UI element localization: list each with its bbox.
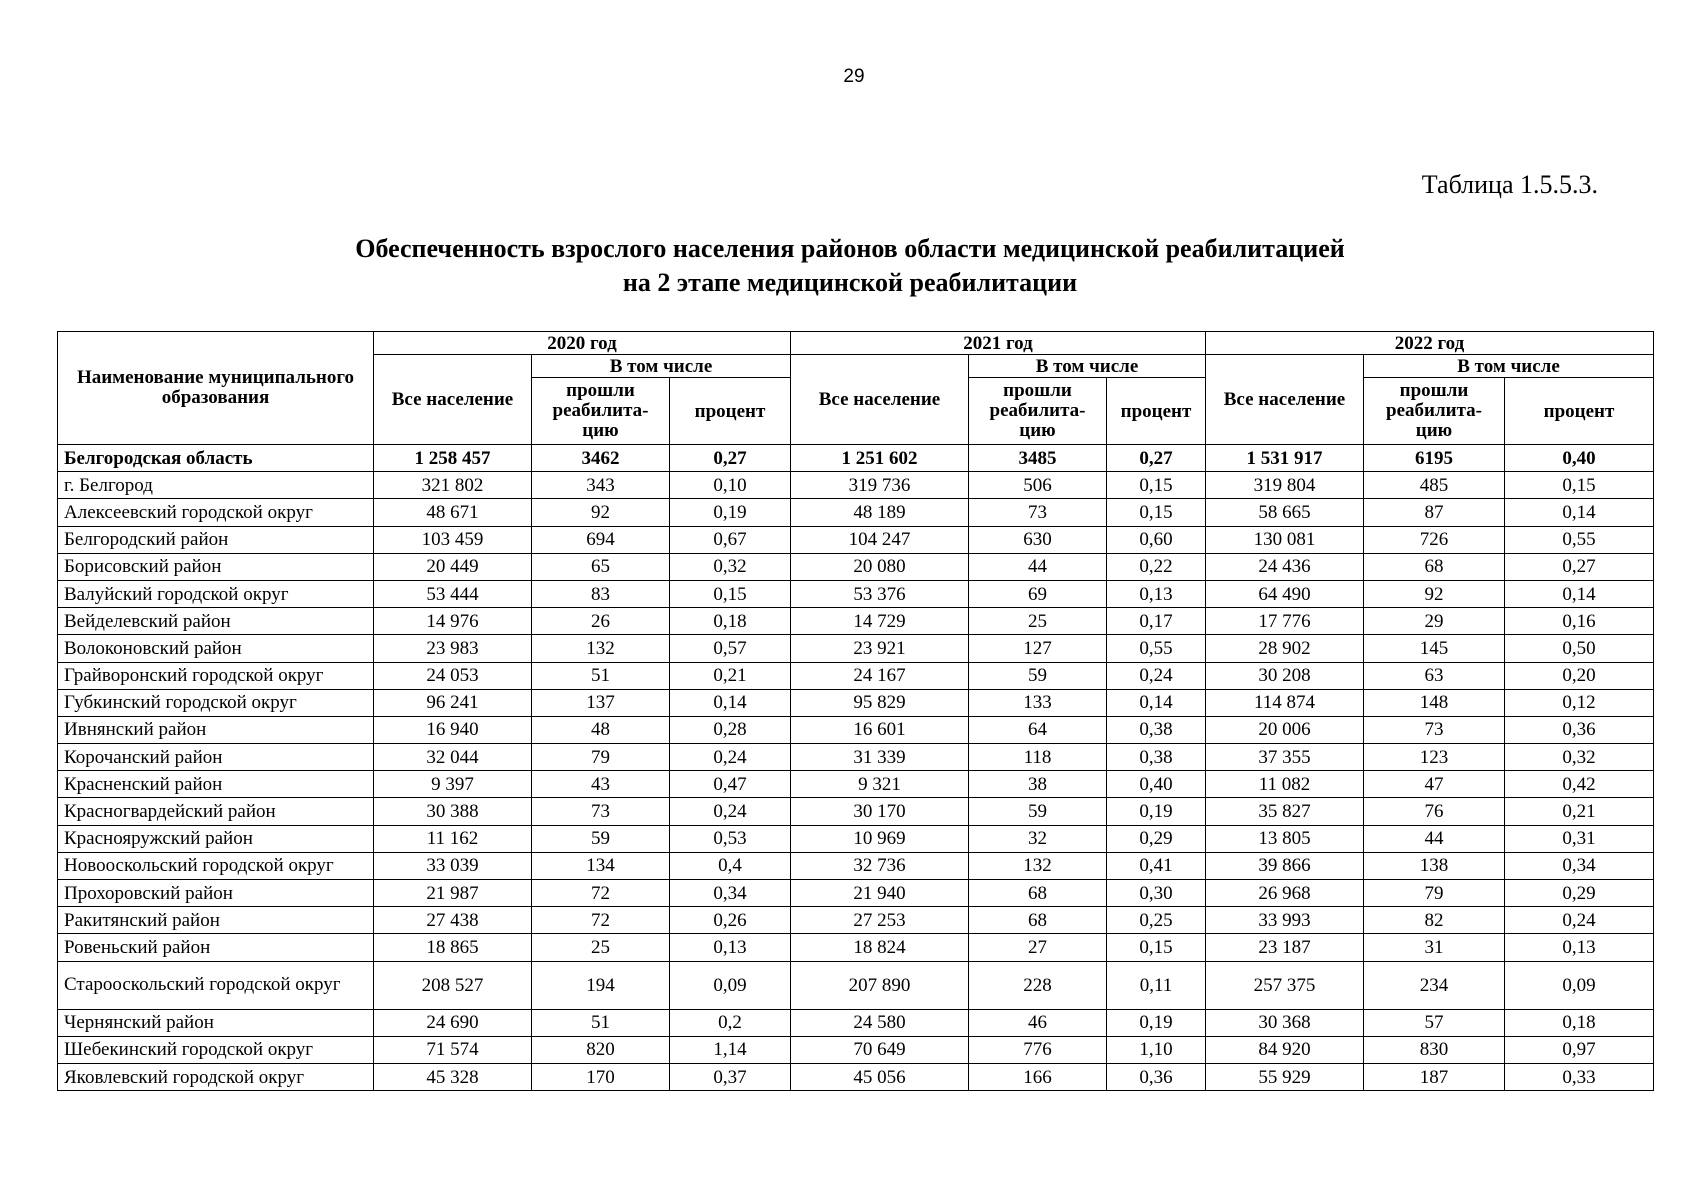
table-row [58, 934, 1654, 961]
rehab-2020: 92 [532, 499, 670, 526]
rehab-2022: 138 [1364, 852, 1505, 879]
rehab-2021: 59 [969, 662, 1107, 689]
percent-2022: 0,14 [1505, 499, 1654, 526]
row-name: Белгородский район [58, 526, 374, 553]
percent-2020: 0,26 [670, 907, 791, 934]
table-row [58, 526, 1654, 553]
table-row [58, 1063, 1654, 1090]
percent-2022: 0,14 [1505, 580, 1654, 607]
percent-2020: 0,18 [670, 608, 791, 635]
percent-2021: 0,24 [1107, 662, 1206, 689]
rehab-2022: 145 [1364, 635, 1505, 662]
rehab-2022: 73 [1364, 716, 1505, 743]
table-row [58, 880, 1654, 907]
population-2020: 21 987 [374, 880, 532, 907]
population-2020: 14 976 [374, 608, 532, 635]
rehab-2020: 73 [532, 798, 670, 825]
rehab-2020: 694 [532, 526, 670, 553]
rehab-2020: 194 [532, 961, 670, 1009]
table-row [58, 580, 1654, 607]
row-name: Борисовский район [58, 553, 374, 580]
row-name: Яковлевский городской округ [58, 1063, 374, 1090]
rehab-2021: 68 [969, 907, 1107, 934]
table-row [58, 472, 1654, 499]
header-year-2021: 2021 год [791, 332, 1206, 355]
row-name: Белгородская область [58, 445, 374, 472]
population-2022: 30 368 [1206, 1009, 1364, 1036]
population-2022: 24 436 [1206, 553, 1364, 580]
population-2022: 84 920 [1206, 1036, 1364, 1063]
rehab-2022: 87 [1364, 499, 1505, 526]
row-name: Ракитянский район [58, 907, 374, 934]
population-2022: 26 968 [1206, 880, 1364, 907]
table-row [58, 1036, 1654, 1063]
population-2022: 17 776 [1206, 608, 1364, 635]
population-2022: 13 805 [1206, 825, 1364, 852]
percent-2021: 0,17 [1107, 608, 1206, 635]
population-2021: 104 247 [791, 526, 969, 553]
percent-2021: 0,60 [1107, 526, 1206, 553]
percent-2020: 0,15 [670, 580, 791, 607]
population-2021: 45 056 [791, 1063, 969, 1090]
row-name: Старооскольский городской округ [58, 961, 374, 1009]
rehab-2022: 79 [1364, 880, 1505, 907]
table-row [58, 744, 1654, 771]
percent-2021: 0,40 [1107, 771, 1206, 798]
percent-2020: 0,67 [670, 526, 791, 553]
population-2021: 31 339 [791, 744, 969, 771]
page-number: 29 [843, 66, 865, 87]
rehab-2021: 228 [969, 961, 1107, 1009]
percent-2020: 0,2 [670, 1009, 791, 1036]
rehab-2022: 726 [1364, 526, 1505, 553]
table-row [58, 689, 1654, 716]
rehab-2021: 25 [969, 608, 1107, 635]
header-name-column: Наименование муниципального образования [58, 332, 374, 445]
population-2022: 64 490 [1206, 580, 1364, 607]
rehab-2021: 630 [969, 526, 1107, 553]
rehab-2021: 73 [969, 499, 1107, 526]
table-row [58, 716, 1654, 743]
percent-2021: 0,41 [1107, 852, 1206, 879]
rehab-2021: 38 [969, 771, 1107, 798]
percent-2022: 0,27 [1505, 553, 1654, 580]
document-title [260, 232, 1440, 300]
percent-2020: 0,37 [670, 1063, 791, 1090]
population-2020: 103 459 [374, 526, 532, 553]
row-name: Алексеевский городской округ [58, 499, 374, 526]
rehab-2020: 59 [532, 825, 670, 852]
row-name: г. Белгород [58, 472, 374, 499]
percent-2021: 0,19 [1107, 798, 1206, 825]
row-name: Чернянский район [58, 1009, 374, 1036]
header-percent-2020: процент [670, 378, 791, 445]
rehab-2022: 148 [1364, 689, 1505, 716]
population-2021: 30 170 [791, 798, 969, 825]
population-2022: 55 929 [1206, 1063, 1364, 1090]
percent-2020: 1,14 [670, 1036, 791, 1063]
rehab-2021: 3485 [969, 445, 1107, 472]
header-including-2021: В том числе [969, 355, 1206, 378]
row-name: Ивнянский район [58, 716, 374, 743]
rehab-2020: 65 [532, 553, 670, 580]
row-name: Грайворонский городской округ [58, 662, 374, 689]
row-name: Прохоровский район [58, 880, 374, 907]
rehab-2021: 27 [969, 934, 1107, 961]
population-2021: 23 921 [791, 635, 969, 662]
row-name: Валуйский городской округ [58, 580, 374, 607]
percent-2020: 0,32 [670, 553, 791, 580]
population-2022: 130 081 [1206, 526, 1364, 553]
population-2020: 208 527 [374, 961, 532, 1009]
row-name: Корочанский район [58, 744, 374, 771]
table-row [58, 798, 1654, 825]
percent-2020: 0,21 [670, 662, 791, 689]
percent-2022: 0,24 [1505, 907, 1654, 934]
rehab-2020: 51 [532, 1009, 670, 1036]
row-name: Краснояружский район [58, 825, 374, 852]
rehab-2022: 57 [1364, 1009, 1505, 1036]
rehab-2022: 187 [1364, 1063, 1505, 1090]
percent-2020: 0,28 [670, 716, 791, 743]
rehab-2021: 118 [969, 744, 1107, 771]
population-2020: 16 940 [374, 716, 532, 743]
table-row [58, 553, 1654, 580]
population-2022: 1 531 917 [1206, 445, 1364, 472]
row-name: Вейделевский район [58, 608, 374, 635]
row-name: Новооскольский городской округ [58, 852, 374, 879]
population-2020: 24 690 [374, 1009, 532, 1036]
population-2021: 95 829 [791, 689, 969, 716]
rehab-2020: 72 [532, 880, 670, 907]
percent-2021: 0,55 [1107, 635, 1206, 662]
rehab-2022: 63 [1364, 662, 1505, 689]
rehab-2020: 48 [532, 716, 670, 743]
rehab-2021: 127 [969, 635, 1107, 662]
percent-2022: 0,97 [1505, 1036, 1654, 1063]
percent-2022: 0,42 [1505, 771, 1654, 798]
population-2020: 53 444 [374, 580, 532, 607]
percent-2020: 0,4 [670, 852, 791, 879]
title-line-2: на 2 этапе медицинской реабилитации [622, 268, 1078, 297]
header-all-population-2021: Все население [791, 355, 969, 445]
population-2020: 48 671 [374, 499, 532, 526]
table-row [58, 608, 1654, 635]
population-2020: 18 865 [374, 934, 532, 961]
percent-2020: 0,19 [670, 499, 791, 526]
rehab-2020: 72 [532, 907, 670, 934]
percent-2020: 0,10 [670, 472, 791, 499]
percent-2022: 0,55 [1505, 526, 1654, 553]
rehab-2020: 170 [532, 1063, 670, 1090]
header-rehab-2022: прошли реабилита-цию [1364, 378, 1505, 445]
rehab-2022: 485 [1364, 472, 1505, 499]
percent-2022: 0,21 [1505, 798, 1654, 825]
header-percent-2022: процент [1505, 378, 1654, 445]
percent-2021: 0,25 [1107, 907, 1206, 934]
percent-2020: 0,47 [670, 771, 791, 798]
population-2021: 20 080 [791, 553, 969, 580]
rehab-2022: 68 [1364, 553, 1505, 580]
population-2022: 257 375 [1206, 961, 1364, 1009]
rehab-2021: 166 [969, 1063, 1107, 1090]
population-2021: 10 969 [791, 825, 969, 852]
percent-2020: 0,24 [670, 744, 791, 771]
percent-2020: 0,27 [670, 445, 791, 472]
population-2021: 24 167 [791, 662, 969, 689]
population-2020: 96 241 [374, 689, 532, 716]
population-2021: 27 253 [791, 907, 969, 934]
population-2020: 321 802 [374, 472, 532, 499]
table-body [58, 445, 1654, 1091]
rehab-2020: 83 [532, 580, 670, 607]
header-all-population-2020: Все население [374, 355, 532, 445]
rehab-2021: 59 [969, 798, 1107, 825]
row-name: Шебекинский городской округ [58, 1036, 374, 1063]
percent-2022: 0,50 [1505, 635, 1654, 662]
population-2021: 207 890 [791, 961, 969, 1009]
rehab-2021: 32 [969, 825, 1107, 852]
table-row [58, 825, 1654, 852]
percent-2021: 0,27 [1107, 445, 1206, 472]
population-2020: 33 039 [374, 852, 532, 879]
population-2020: 32 044 [374, 744, 532, 771]
rehab-2020: 137 [532, 689, 670, 716]
row-name: Губкинский городской округ [58, 689, 374, 716]
table-row-total [58, 445, 1654, 472]
population-2020: 11 162 [374, 825, 532, 852]
rehab-2022: 29 [1364, 608, 1505, 635]
rehab-2021: 506 [969, 472, 1107, 499]
population-2022: 58 665 [1206, 499, 1364, 526]
rehab-2022: 44 [1364, 825, 1505, 852]
population-2022: 319 804 [1206, 472, 1364, 499]
header-year-2020: 2020 год [374, 332, 791, 355]
rehab-2020: 820 [532, 1036, 670, 1063]
population-2022: 35 827 [1206, 798, 1364, 825]
population-2022: 23 187 [1206, 934, 1364, 961]
population-2021: 70 649 [791, 1036, 969, 1063]
percent-2020: 0,53 [670, 825, 791, 852]
population-2020: 20 449 [374, 553, 532, 580]
header-all-population-2022: Все население [1206, 355, 1364, 445]
percent-2021: 0,38 [1107, 744, 1206, 771]
population-2020: 30 388 [374, 798, 532, 825]
population-2022: 114 874 [1206, 689, 1364, 716]
population-2020: 9 397 [374, 771, 532, 798]
percent-2022: 0,09 [1505, 961, 1654, 1009]
percent-2020: 0,13 [670, 934, 791, 961]
percent-2021: 0,30 [1107, 880, 1206, 907]
row-name: Волоконовский район [58, 635, 374, 662]
population-2020: 24 053 [374, 662, 532, 689]
rehab-2021: 68 [969, 880, 1107, 907]
percent-2020: 0,24 [670, 798, 791, 825]
percent-2022: 0,13 [1505, 934, 1654, 961]
percent-2020: 0,34 [670, 880, 791, 907]
table-row [58, 961, 1654, 1009]
percent-2020: 0,14 [670, 689, 791, 716]
percent-2022: 0,18 [1505, 1009, 1654, 1036]
population-2022: 30 208 [1206, 662, 1364, 689]
population-2020: 27 438 [374, 907, 532, 934]
population-2022: 28 902 [1206, 635, 1364, 662]
percent-2022: 0,40 [1505, 445, 1654, 472]
percent-2021: 0,14 [1107, 689, 1206, 716]
row-name: Красненский район [58, 771, 374, 798]
population-2021: 53 376 [791, 580, 969, 607]
rehab-2020: 134 [532, 852, 670, 879]
title-line-1: Обеспеченность взрослого населения районов области медицинской реабилитацией [355, 234, 1345, 263]
rehab-2021: 64 [969, 716, 1107, 743]
percent-2020: 0,57 [670, 635, 791, 662]
header-including-2020: В том числе [532, 355, 791, 378]
rehab-2021: 776 [969, 1036, 1107, 1063]
population-2020: 45 328 [374, 1063, 532, 1090]
percent-2022: 0,15 [1505, 472, 1654, 499]
rehab-2020: 51 [532, 662, 670, 689]
population-2020: 71 574 [374, 1036, 532, 1063]
row-name: Красногвардейский район [58, 798, 374, 825]
percent-2021: 1,10 [1107, 1036, 1206, 1063]
percent-2021: 0,11 [1107, 961, 1206, 1009]
header-percent-2021: процент [1107, 378, 1206, 445]
rehab-2020: 132 [532, 635, 670, 662]
population-2021: 21 940 [791, 880, 969, 907]
rehab-2022: 92 [1364, 580, 1505, 607]
population-2021: 48 189 [791, 499, 969, 526]
population-2021: 14 729 [791, 608, 969, 635]
population-2022: 11 082 [1206, 771, 1364, 798]
table-label: Таблица 1.5.5.3. [1421, 170, 1598, 199]
rehab-2021: 132 [969, 852, 1107, 879]
population-2021: 18 824 [791, 934, 969, 961]
population-2021: 24 580 [791, 1009, 969, 1036]
percent-2022: 0,20 [1505, 662, 1654, 689]
rehab-2020: 343 [532, 472, 670, 499]
rehab-2021: 133 [969, 689, 1107, 716]
rehab-2022: 6195 [1364, 445, 1505, 472]
percent-2021: 0,15 [1107, 499, 1206, 526]
percent-2022: 0,12 [1505, 689, 1654, 716]
population-2021: 16 601 [791, 716, 969, 743]
population-2020: 1 258 457 [374, 445, 532, 472]
header-year-2022: 2022 год [1206, 332, 1654, 355]
row-name: Ровеньский район [58, 934, 374, 961]
percent-2021: 0,19 [1107, 1009, 1206, 1036]
table-row [58, 771, 1654, 798]
table-row [58, 635, 1654, 662]
rehab-2020: 3462 [532, 445, 670, 472]
table-row [58, 1009, 1654, 1036]
percent-2022: 0,31 [1505, 825, 1654, 852]
percent-2021: 0,15 [1107, 934, 1206, 961]
population-2021: 9 321 [791, 771, 969, 798]
population-2022: 37 355 [1206, 744, 1364, 771]
percent-2022: 0,34 [1505, 852, 1654, 879]
rehabilitation-table [57, 331, 1654, 1091]
population-2021: 1 251 602 [791, 445, 969, 472]
rehab-2020: 43 [532, 771, 670, 798]
population-2022: 33 993 [1206, 907, 1364, 934]
percent-2022: 0,33 [1505, 1063, 1654, 1090]
percent-2021: 0,29 [1107, 825, 1206, 852]
table-row [58, 852, 1654, 879]
rehab-2022: 82 [1364, 907, 1505, 934]
rehab-2021: 46 [969, 1009, 1107, 1036]
percent-2022: 0,29 [1505, 880, 1654, 907]
table-row [58, 662, 1654, 689]
rehab-2022: 47 [1364, 771, 1505, 798]
rehab-2022: 830 [1364, 1036, 1505, 1063]
rehab-2020: 25 [532, 934, 670, 961]
rehab-2022: 234 [1364, 961, 1505, 1009]
header-including-2022: В том числе [1364, 355, 1654, 378]
population-2020: 23 983 [374, 635, 532, 662]
percent-2021: 0,15 [1107, 472, 1206, 499]
percent-2021: 0,38 [1107, 716, 1206, 743]
header-rehab-2020: прошли реабилита-цию [532, 378, 670, 445]
population-2022: 20 006 [1206, 716, 1364, 743]
population-2021: 32 736 [791, 852, 969, 879]
percent-2022: 0,36 [1505, 716, 1654, 743]
rehab-2020: 79 [532, 744, 670, 771]
table-row [58, 499, 1654, 526]
rehab-2020: 26 [532, 608, 670, 635]
population-2022: 39 866 [1206, 852, 1364, 879]
percent-2021: 0,13 [1107, 580, 1206, 607]
header-rehab-2021: прошли реабилита-цию [969, 378, 1107, 445]
rehab-2022: 31 [1364, 934, 1505, 961]
table-row [58, 907, 1654, 934]
percent-2021: 0,22 [1107, 553, 1206, 580]
population-2021: 319 736 [791, 472, 969, 499]
percent-2022: 0,16 [1505, 608, 1654, 635]
percent-2020: 0,09 [670, 961, 791, 1009]
percent-2022: 0,32 [1505, 744, 1654, 771]
rehab-2021: 69 [969, 580, 1107, 607]
rehab-2022: 123 [1364, 744, 1505, 771]
rehab-2022: 76 [1364, 798, 1505, 825]
percent-2021: 0,36 [1107, 1063, 1206, 1090]
rehab-2021: 44 [969, 553, 1107, 580]
